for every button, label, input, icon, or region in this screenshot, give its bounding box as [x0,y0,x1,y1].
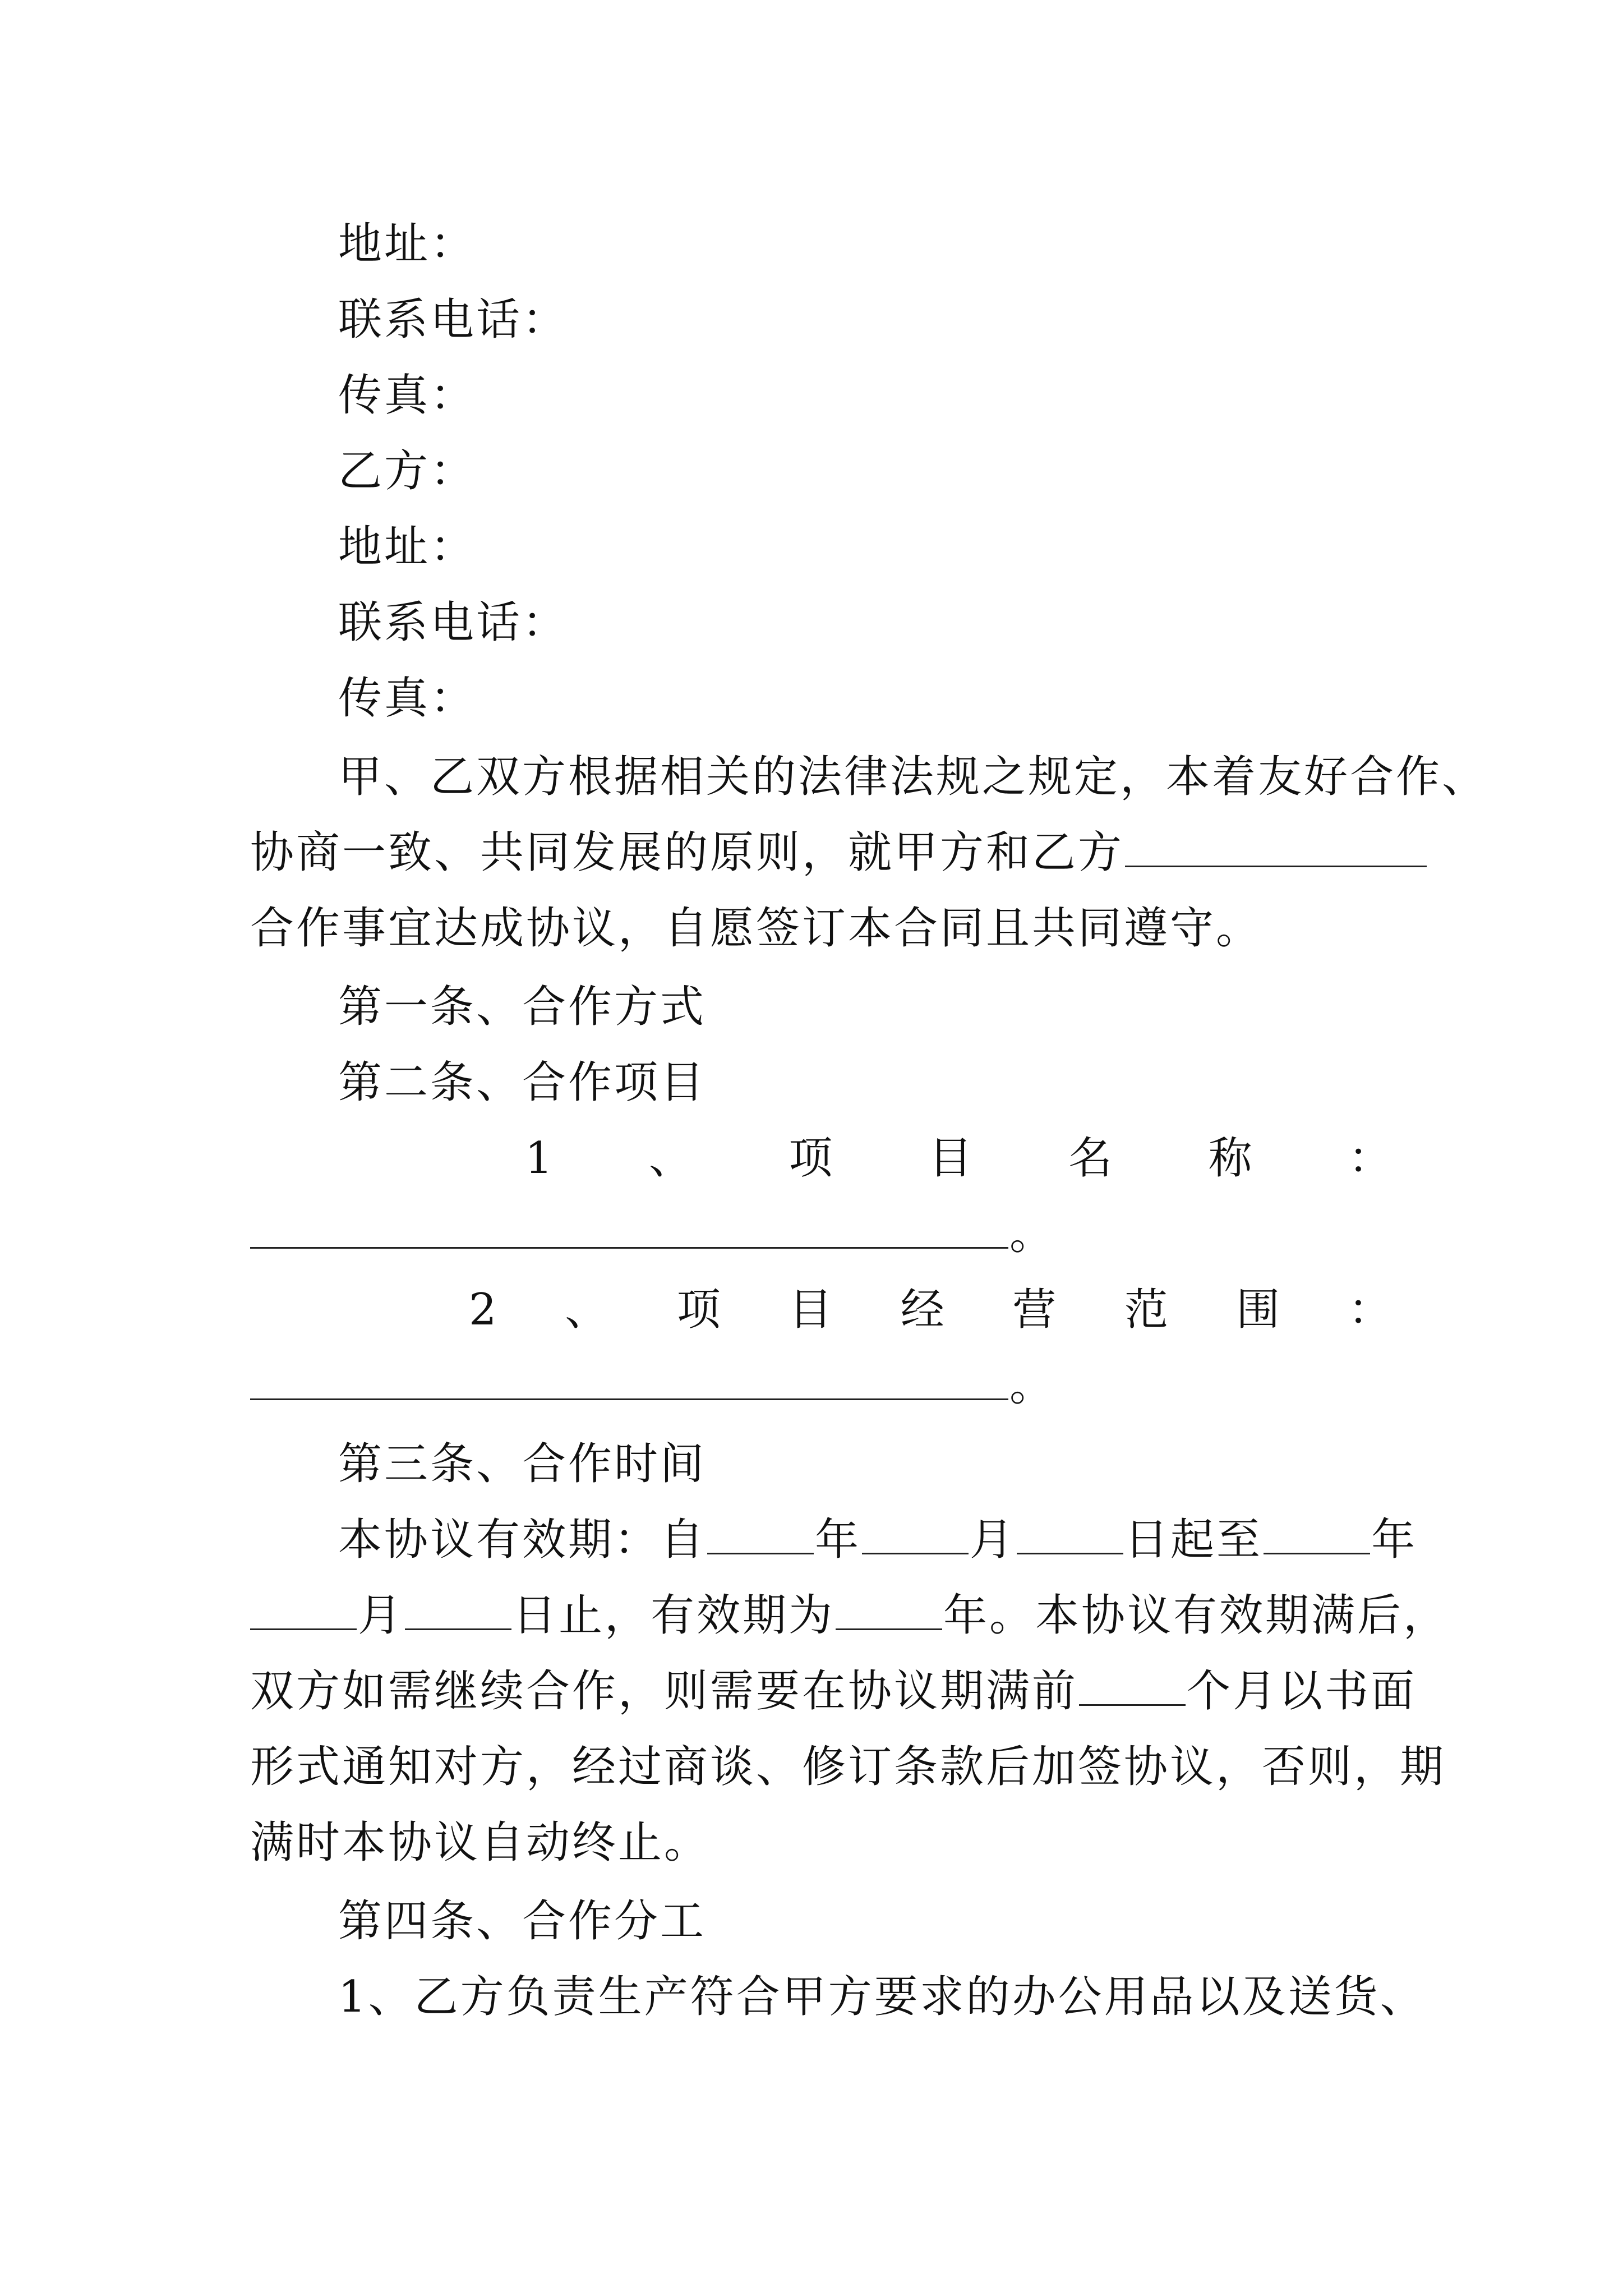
party-b-address-label: 地址： [338,522,477,572]
end-year-blank[interactable] [1264,1517,1370,1554]
business-scope-blank[interactable] [250,1363,1008,1400]
validity-line-2 [250,1588,1450,1644]
article-1-title: 第一条、合作方式 [338,982,707,1032]
article-4-item-1: 1、乙方负责生产符合甲方要求的办公用品以及送货、 [338,1972,1426,2022]
item-separator: 、 [649,1133,695,1184]
label-colon: ： [1348,1133,1394,1184]
project-name-blank[interactable] [250,1211,1008,1249]
party-b-fax-label: 传真： [338,673,477,724]
business-scope-answer-line [250,1358,1394,1414]
label-char: 经 [900,1285,947,1335]
validity-years-label: 年。本协议有效期满后， [943,1590,1450,1641]
period: 。 [1009,1360,1056,1411]
label-char: 目 [789,1285,835,1335]
validity-line-5: 满时本协议自动终止。 [250,1818,711,1868]
project-name-answer-line [250,1206,1394,1262]
preamble-line-1: 甲、乙双方根据相关的法律法规之规定，本着友好合作、 [338,752,1488,802]
notice-months-blank[interactable] [1079,1668,1186,1706]
label-char: 营 [1012,1285,1059,1335]
start-month-blank[interactable] [862,1517,969,1554]
validity-years-blank[interactable] [836,1593,942,1630]
item-separator: 、 [565,1285,611,1335]
label-char: 范 [1124,1285,1170,1335]
month-label: 月 [358,1590,404,1641]
business-scope-line [250,1282,1394,1338]
item-number: 1 [525,1133,555,1184]
start-year-blank[interactable] [707,1517,814,1554]
preamble-line-2-text: 协商一致、共同发展的原则，就甲方和乙方 [250,827,1124,878]
validity-line-4: 形式通知对方，经过商谈、修订条款后加签协议，否则，期 [250,1742,1446,1792]
label-char: 项 [676,1285,723,1335]
cooperation-subject-blank[interactable] [1125,830,1427,867]
preamble-line-2 [250,825,1394,881]
renewal-text: 双方如需继续合作，则需要在协议期满前 [250,1666,1078,1717]
label-char: 项 [789,1133,835,1184]
party-a-phone-label: 联系电话： [338,295,569,345]
item-number: 2 [469,1285,499,1335]
label-char: 围 [1236,1285,1283,1335]
project-name-line [250,1130,1394,1186]
article-2-title: 第二条、合作项目 [338,1057,707,1108]
month-label: 月 [970,1515,1016,1565]
label-char: 目 [928,1133,975,1184]
label-char: 称 [1208,1133,1255,1184]
notice-months-label: 个月以书面 [1187,1666,1417,1717]
label-colon: ： [1348,1285,1394,1335]
day-until-label: 日起至 [1124,1515,1263,1565]
article-4-title: 第四条、合作分工 [338,1896,707,1947]
end-day-blank[interactable] [405,1593,511,1630]
year-label: 年 [1371,1515,1418,1565]
party-b-phone-label: 联系电话： [338,597,569,648]
party-b-label: 乙方： [338,446,477,496]
validity-line-1 [338,1512,1418,1568]
period: 。 [1009,1209,1056,1259]
party-a-fax-label: 传真： [338,370,477,421]
party-a-address-label: 地址： [338,219,477,269]
validity-from-label: 本协议有效期：自 [338,1515,707,1565]
day-end-label: 日止，有效期为 [513,1590,835,1641]
end-month-blank[interactable] [250,1593,357,1630]
preamble-line-3: 合作事宜达成协议，自愿签订本合同且共同遵守。 [250,903,1262,954]
article-3-title: 第三条、合作时间 [338,1439,707,1489]
start-day-blank[interactable] [1017,1517,1123,1554]
label-char: 名 [1068,1133,1115,1184]
year-label: 年 [815,1515,861,1565]
validity-line-3 [250,1663,1417,1719]
